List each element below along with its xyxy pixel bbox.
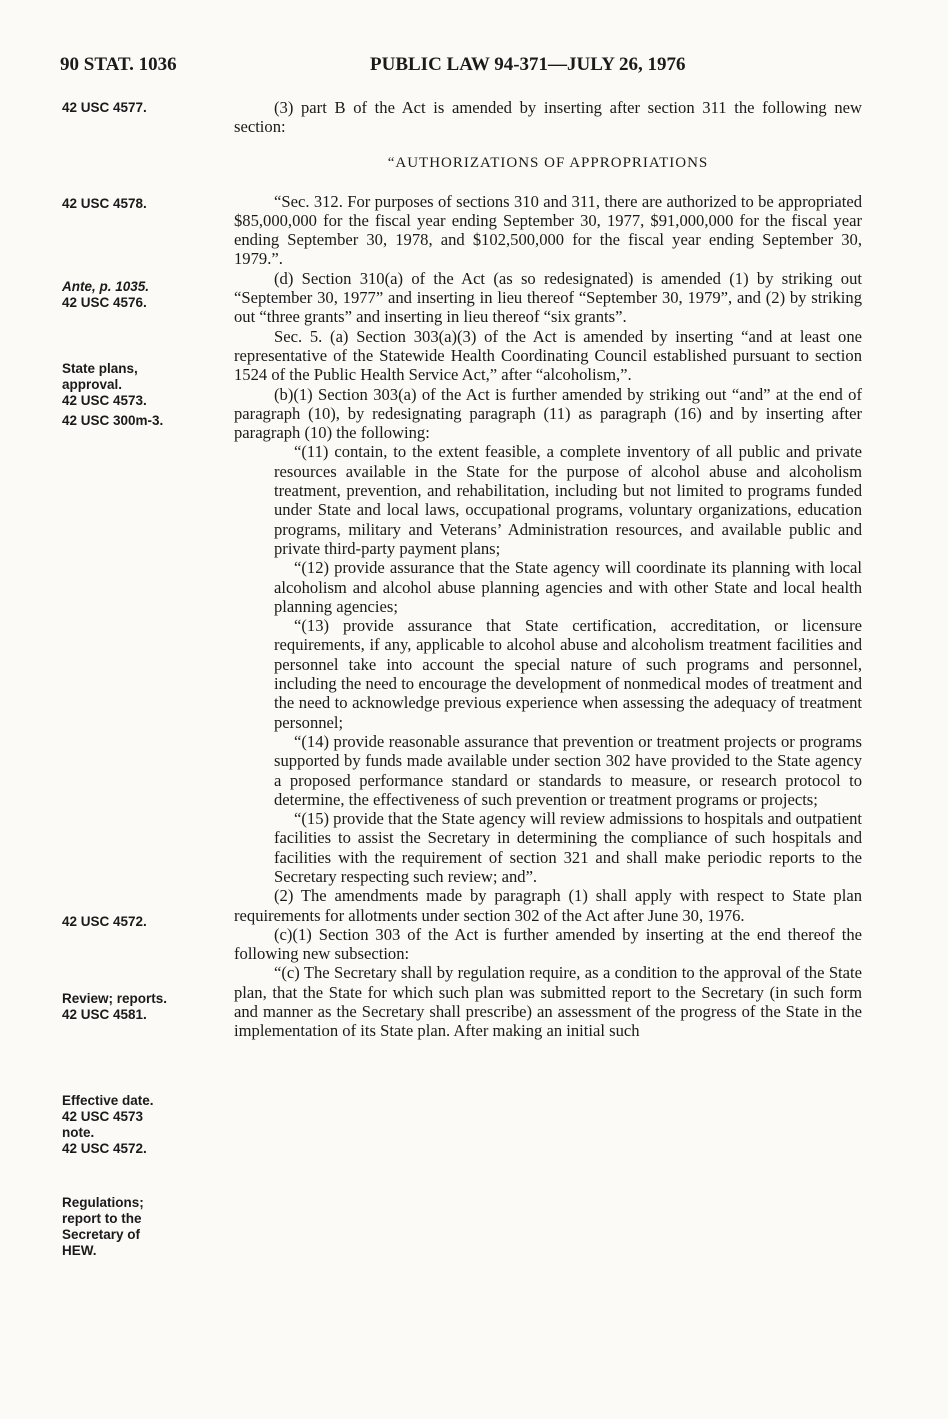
margin-note [62,361,232,429]
margin-note-line: Review; reports. [62,991,168,1006]
page-header [0,54,948,82]
statute-body [234,98,862,1041]
margin-note-line: 42 USC 4581. [62,1007,147,1022]
margin-note-line: 42 USC 4577. [62,100,147,115]
margin-note-line: approval. [62,377,123,392]
quoted-paragraph: “(14) provide reasonable assurance that prevention or treatment projects or programs supported by funds made available under section 302 have provided to the State agency a proposed performance standard or standards to measure, or research protocol to determine, the effectiveness of such prevention or treatment programs or projects; [274,731,862,809]
margin-note-line: 42 USC 300m-3. [62,413,164,428]
statute-page-reference: 90 STAT. 1036 [60,54,177,75]
public-law-title: PUBLIC LAW 94-371—JULY 26, 1976 [370,54,686,75]
quoted-paragraph: “(11) contain, to the extent feasible, a complete inventory of all public and private resources available in the State for the purpose of alcohol abuse and alcoholism treatment, prevention, and rehabilitation, including but not limited to programs funded under State and local laws, occupational programs, voluntary organizations, education programs, military and Veterans’ Administration resources, and available public and private third-party payment plans; [274,442,862,558]
margin-note-line: Ante, p. 1035. [62,279,150,294]
margin-note-line: Regulations; [62,1195,144,1210]
margin-note-line: State plans, [62,361,138,376]
margin-note-line: note. [62,1125,95,1140]
paragraph: “(c) The Secretary shall by regulation require, as a condition to the approval of the State plan, that the State for which such plan was submitted report to the Secretary (in such form and manner as the Secretary shall prescribe) an assessment of the progress of the State in the implementation of its State plan. After making an initial such [234,963,862,1041]
margin-note-line: 42 USC 4573 [62,1109,144,1124]
margin-note [62,1195,232,1259]
margin-note [62,279,232,311]
margin-note-line: 42 USC 4578. [62,196,147,211]
quoted-paragraph: “(13) provide assurance that State certification, accreditation, or licensure requirements, if any, applicable to alcohol abuse and alcoholism treatment facilities and personnel take into account the special nature of such programs and personnel, including the need to encourage the development of nonmedical modes of treatment and the need to acknowledge previous experience when assessing the adequacy of treatment personnel; [274,616,862,732]
margin-note-line: Secretary of [62,1227,141,1242]
quoted-paragraph: “(15) provide that the State agency will review admissions to hospitals and outpatient facilities to assist the Secretary in determining the compliance of such hospitals and facilities with the requirement of section 321 and shall make periodic reports to the Secretary respecting such review; and”. [274,809,862,886]
paragraph: Sec. 5. (a) Section 303(a)(3) of the Act is amended by inserting “and at least one representative of the Statewide Health Coordinating Council established pursuant to section 1524 of the Public Health Service Act,” after “alcoholism,”. [234,326,862,385]
margin-note-line: HEW. [62,1243,97,1258]
quoted-paragraph: “(12) provide assurance that the State agency will coordinate its planning with local alcoholism and alcohol abuse planning agencies and with other State and local health planning agencies; [274,558,862,616]
paragraph: (b)(1) Section 303(a) of the Act is further amended by striking out “and” at the end of paragraph (10), by redesignating paragraph (11) as paragraph (16) and by inserting after paragraph (10) the following: [234,384,862,443]
margin-note-line: Effective date. [62,1093,154,1108]
margin-note [62,1093,232,1157]
paragraph: (d) Section 310(a) of the Act (as so redesignated) is amended (1) by striking out “September 30, 1977” and inserting in lieu thereof “September 30, 1979”, and (2) by striking out “three grants” and inserting in lieu thereof “six grants”. [234,268,862,327]
paragraph: (2) The amendments made by paragraph (1) shall apply with respect to State plan requirements for allotments under section 302 of the Act after June 30, 1976. [234,886,862,925]
margin-note-line: 42 USC 4573. [62,393,147,408]
margin-note-line: 42 USC 4576. [62,295,147,310]
section-heading: “AUTHORIZATIONS OF APPROPRIATIONS [387,154,709,171]
margin-note [62,991,232,1023]
margin-note-line: 42 USC 4572. [62,914,147,929]
paragraph: “Sec. 312. For purposes of sections 310 and 311, there are authorized to be appropriated $85,000,000 for the fiscal year ending September 30, 1977, $91,000,000 for the fiscal year ending September 30, 1978, and $102,500,000 for the fiscal year ending September 30, 1979.”. [234,191,862,269]
margin-note [62,196,232,212]
margin-note-line: report to the [62,1211,142,1226]
margin-note [62,914,232,930]
paragraph: (3) part B of the Act is amended by inserting after section 311 the following new section: [234,98,862,137]
paragraph: (c)(1) Section 303 of the Act is further amended by inserting at the end thereof the following new subsection: [234,924,862,964]
margin-note [62,100,232,116]
margin-note-line: 42 USC 4572. [62,1141,147,1156]
